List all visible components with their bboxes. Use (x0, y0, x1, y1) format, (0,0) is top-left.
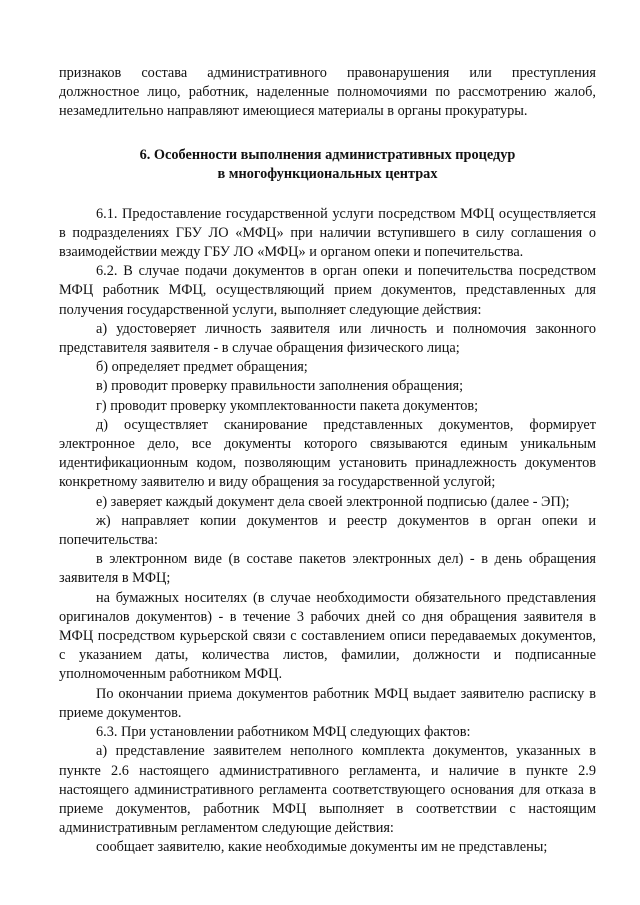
paragraph-6-1: 6.1. Предоставление государственной услуги посредством МФЦ осуществляется в подразделениях ГБУ ЛО «МФЦ» при наличии вступившего в силу соглашения о взаимодействии между ГБУ ЛО «МФЦ» и органом опеки и попечительства. (59, 205, 596, 261)
paragraph-6-3: 6.3. При установлении работником МФЦ следующих фактов: (96, 724, 471, 741)
item-g: г) проводит проверку укомплектованности пакета документов; (96, 397, 479, 414)
section-heading-line1: 6. Особенности выполнения административных процедур (139, 146, 516, 163)
item-d: д) осуществляет сканирование представленных документов, формирует электронное дело, все документы которого связываются единым уникальным идентификационным кодом, позволяющим установить принадлежность документов конкретному заявителю и виду обращения за государственной услугой; (59, 416, 596, 491)
item-v: в) проводит проверку правильности заполнения обращения; (96, 378, 464, 395)
paragraph-6-2: 6.2. В случае подачи документов в орган опеки и попечительства посредством МФЦ работник МФЦ, осуществляющий прием документов, представленных для получения государственной услуги, выполняет следующие действия: (59, 263, 596, 318)
electronic-form-item: в электронном виде (в составе пакетов электронных дел) - в день обращения заявителя в МФЦ; (59, 551, 596, 587)
item-zh: ж) направляет копии документов и реестр документов в орган опеки и попечительства: (59, 512, 596, 549)
intro-paragraph: признаков состава административного правонарушения или преступления должностное лицо, работник, наделенные полномочиями по рассмотрению жалоб, незамедлительно направляют имеющиеся материалы в органы прокуратуры. (59, 65, 596, 120)
item-e: е) заверяет каждый документ дела своей электронной подписью (далее - ЭП); (96, 493, 570, 510)
item-b: б) определяет предмет обращения; (96, 359, 308, 376)
item-6-3-a: а) представление заявителем неполного комплекта документов, указанных в пункте 2.6 настоящего административного регламента, и наличие в пункте 2.9 настоящего административного регламента соответствующего основания для отказа в приеме документов, работник МФЦ выполняет в соответствии с настоящим административным регламентом следующие действия: (59, 743, 596, 837)
item-a: а) удостоверяет личность заявителя или личность и полномочия законного представителя заявителя - в случае обращения физического лица; (59, 320, 596, 357)
inform-applicant-item: сообщает заявителю, какие необходимые документы им не представлены; (96, 839, 548, 856)
section-heading-line2: в многофункциональных центрах (217, 165, 438, 182)
receipt-paragraph: По окончании приема документов работник МФЦ выдает заявителю расписку в приеме документов. (59, 685, 596, 721)
paper-form-item: на бумажных носителях (в случае необходимости обязательного представления оригиналов документов) - в течение 3 рабочих дней со дня обращения заявителя в МФЦ посредством курьерской связи с составлением описи передаваемых документов, с указанием даты, количества листов, фамилии, должности и подписанные уполномоченным работником МФЦ. (59, 589, 596, 683)
section-heading (59, 146, 596, 184)
